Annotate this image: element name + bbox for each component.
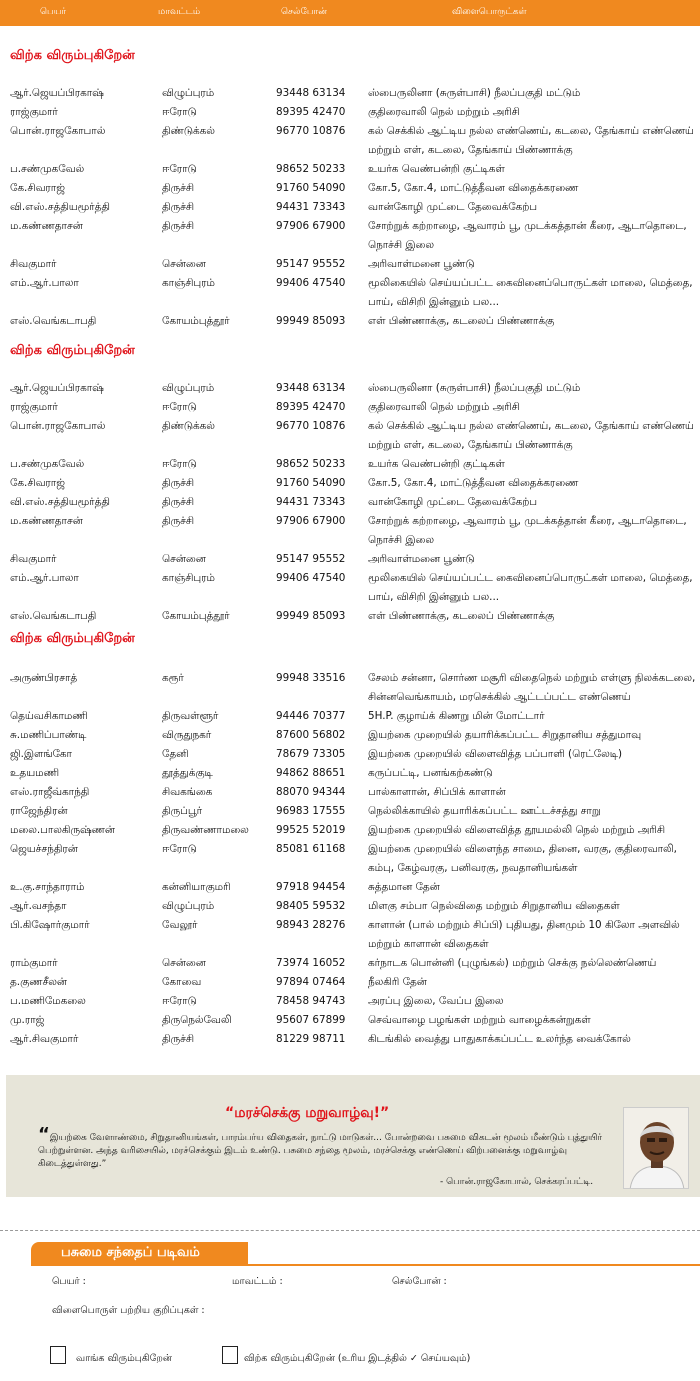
listing-product: வான்கோழி முட்டை தேவைக்கேற்ப bbox=[368, 496, 538, 508]
listing-district: கோயம்புத்தூர் bbox=[162, 315, 230, 327]
list-item bbox=[0, 312, 700, 331]
list-item bbox=[0, 493, 700, 512]
listing-phone: 94862 88651 bbox=[276, 767, 346, 779]
listing-name: ராம்குமார் bbox=[10, 957, 58, 969]
list-item bbox=[0, 669, 700, 707]
listing-phone: 78458 94743 bbox=[276, 995, 346, 1007]
list-item bbox=[0, 916, 700, 954]
listing-phone: 99949 85093 bbox=[276, 315, 346, 327]
listing-name: ராஜ்குமார் bbox=[10, 401, 58, 413]
sell-checkbox[interactable] bbox=[222, 1346, 238, 1364]
listing-phone: 99406 47540 bbox=[276, 572, 346, 584]
listing-product: பால்காளான், சிப்பிக் காளான் bbox=[368, 786, 506, 798]
list-item bbox=[0, 84, 700, 103]
listing-district: சென்னை bbox=[162, 553, 206, 565]
listing-product: நீலகிரி தேன் bbox=[368, 976, 427, 988]
list-item bbox=[0, 550, 700, 569]
list-item bbox=[0, 255, 700, 274]
quote-author: - பொன்.ராஜகோபால், செக்கரப்பட்டி. bbox=[440, 1177, 594, 1187]
list-item bbox=[0, 897, 700, 916]
list-item bbox=[0, 160, 700, 179]
listing-product: மிளகு சம்பா நெல்விதை மற்றும் சிறுதானிய விதைகள் bbox=[368, 900, 620, 912]
listing-district: திருவள்ளூர் bbox=[162, 710, 219, 722]
listing-phone: 95147 95552 bbox=[276, 553, 346, 565]
list-item bbox=[0, 783, 700, 802]
list-item bbox=[0, 707, 700, 726]
form-name-label: பெயர் : bbox=[52, 1276, 86, 1287]
form-phone-label: செல்போன் : bbox=[392, 1276, 447, 1287]
listing-district: விழுப்புரம் bbox=[162, 87, 215, 99]
listing-phone: 89395 42470 bbox=[276, 106, 346, 118]
listing-phone: 85081 61168 bbox=[276, 843, 346, 855]
listing-phone: 97918 94454 bbox=[276, 881, 346, 893]
header-phone: செல்போன் bbox=[281, 7, 327, 17]
list-item bbox=[0, 103, 700, 122]
buy-label: வாங்க விரும்புகிறேன் bbox=[76, 1353, 173, 1364]
list-item bbox=[0, 417, 700, 455]
listing-phone: 99406 47540 bbox=[276, 277, 346, 289]
listing-district: விழுப்புரம் bbox=[162, 900, 215, 912]
listing-name: ம.கண்ணதாசன் bbox=[10, 220, 83, 232]
listing-district: கோயம்புத்தூர் bbox=[162, 610, 230, 622]
listing-district: திருப்பூர் bbox=[162, 805, 203, 817]
listing-phone: 97894 07464 bbox=[276, 976, 346, 988]
listing-district: சிவகங்கை bbox=[162, 786, 213, 798]
listing-district: திருச்சி bbox=[162, 477, 195, 489]
listing-name: த.குணசீலன் bbox=[10, 976, 67, 988]
listing-product: அரப்பு இலை, வேப்ப இலை bbox=[368, 995, 504, 1007]
listing-name: எம்.ஆர்.பாலா bbox=[10, 277, 79, 289]
listing-name: சு.மணிப்பாண்டி bbox=[10, 729, 87, 741]
listing-product: காளான் (பால் மற்றும் சிப்பி) புதியது, தினமும் 10 கிலோ அளவில் மற்றும் காளான் விதைகள் bbox=[368, 919, 680, 950]
header-district: மாவட்டம் bbox=[158, 7, 201, 17]
listing-product: மூலிகையில் செய்யப்பட்ட கைவினைப்பொருட்கள் மாலை, மெத்தை, பாய், விசிறி இன்னும் பல... bbox=[368, 277, 693, 308]
listing-product: வான்கோழி முட்டை தேவைக்கேற்ப bbox=[368, 201, 538, 213]
listing-name: எம்.ஆர்.பாலா bbox=[10, 572, 79, 584]
listing-district: கரூர் bbox=[162, 672, 184, 684]
listing-phone: 91760 54090 bbox=[276, 182, 346, 194]
listing-district: ஈரோடு bbox=[162, 458, 197, 470]
listing-district: திருச்சி bbox=[162, 515, 195, 527]
list-item bbox=[0, 878, 700, 897]
quote-title: “மரச்செக்கு மறுவாழ்வு!” bbox=[225, 1105, 390, 1121]
listing-phone: 99525 52019 bbox=[276, 824, 346, 836]
listing-name: ப.சண்முகவேல் bbox=[10, 163, 85, 175]
listing-phone: 97906 67900 bbox=[276, 515, 346, 527]
listing-district: திருச்சி bbox=[162, 182, 195, 194]
listing-name: உ.கு.சாந்தாராம் bbox=[10, 881, 85, 893]
section-title-3: விற்க விரும்புகிறேன் bbox=[10, 631, 135, 646]
listing-product: அரிவாள்மனை பூண்டு bbox=[368, 553, 475, 565]
listing-product: கல் செக்கில் ஆட்டிய நல்ல எண்ணெய், கடலை, தேங்காய் எண்ணெய் மற்றும் எள், கடலை, தேங்காய் பிண்ணாக்கு bbox=[368, 420, 694, 451]
listing-phone: 81229 98711 bbox=[276, 1033, 346, 1045]
author-portrait-icon bbox=[624, 1108, 689, 1189]
listing-district: திண்டுக்கல் bbox=[162, 125, 215, 137]
listing-name: ப.சண்முகவேல் bbox=[10, 458, 85, 470]
author-photo bbox=[623, 1107, 689, 1189]
listing-district: சென்னை bbox=[162, 258, 206, 270]
listing-phone: 98405 59532 bbox=[276, 900, 346, 912]
listing-product: சுத்தமான தேன் bbox=[368, 881, 440, 893]
list-item bbox=[0, 569, 700, 607]
listing-section-3 bbox=[0, 669, 700, 1049]
listing-district: தேனி bbox=[162, 748, 189, 760]
listing-name: மலை.பாலகிருஷ்ணன் bbox=[10, 824, 115, 836]
listing-name: பொன்.ராஜகோபால் bbox=[10, 420, 106, 432]
listing-name: எஸ்.வெங்கடாபதி bbox=[10, 315, 97, 327]
listing-district: ஈரோடு bbox=[162, 995, 197, 1007]
listing-product: உயர்க வெண்பன்றி குட்டிகள் bbox=[368, 458, 505, 470]
listing-district: ஈரோடு bbox=[162, 163, 197, 175]
listing-name: ஆர்.வசந்தா bbox=[10, 900, 67, 912]
quote-text bbox=[38, 1124, 606, 1171]
listing-name: ராஜேந்திரன் bbox=[10, 805, 68, 817]
listing-product: இயற்கை முறையில் விளைவித்த பப்பாளி (ரெட்லேடி) bbox=[368, 748, 623, 760]
listing-product: 5H.P. குழாய்க் கிணறு மின் மோட்டார் bbox=[368, 710, 545, 722]
listing-district: திருச்சி bbox=[162, 220, 195, 232]
listing-name: ஆர்.சிவகுமார் bbox=[10, 1033, 79, 1045]
list-item bbox=[0, 840, 700, 878]
listing-district: திருச்சி bbox=[162, 1033, 195, 1045]
listing-product: எள் பிண்ணாக்கு, கடலைப் பிண்ணாக்கு bbox=[368, 315, 555, 327]
listing-name: அருண்பிரசாத் bbox=[10, 672, 78, 684]
listing-phone: 99949 85093 bbox=[276, 610, 346, 622]
listing-district: காஞ்சிபுரம் bbox=[162, 277, 215, 289]
listing-phone: 89395 42470 bbox=[276, 401, 346, 413]
listing-section-2 bbox=[0, 379, 700, 626]
listing-district: திண்டுக்கல் bbox=[162, 420, 215, 432]
listing-phone: 94431 73343 bbox=[276, 496, 346, 508]
quote-open-mark: “ bbox=[38, 1124, 50, 1145]
listing-phone: 96770 10876 bbox=[276, 420, 346, 432]
listing-product: அரிவாள்மனை பூண்டு bbox=[368, 258, 475, 270]
form-title: பசுமை சந்தைப் படிவம் bbox=[61, 1245, 200, 1260]
list-item bbox=[0, 217, 700, 255]
listing-district: காஞ்சிபுரம் bbox=[162, 572, 215, 584]
listing-product: செவ்வாழை பழங்கள் மற்றும் வாழைக்கன்றுகள் bbox=[368, 1014, 591, 1026]
listing-product: கர்நாடக பொன்னி (புழுங்கல்) மற்றும் செக்கு நல்லெண்ணெய் bbox=[368, 957, 657, 969]
list-item bbox=[0, 745, 700, 764]
listing-product: எள் பிண்ணாக்கு, கடலைப் பிண்ணாக்கு bbox=[368, 610, 555, 622]
listing-name: ஜி.இளங்கோ bbox=[10, 748, 72, 760]
section-title-1: விற்க விரும்புகிறேன் bbox=[10, 48, 135, 63]
listing-name: ராஜ்குமார் bbox=[10, 106, 58, 118]
listing-name: ப.மணிமேகலை bbox=[10, 995, 86, 1007]
listing-name: சிவகுமார் bbox=[10, 553, 57, 565]
listing-district: ஈரோடு bbox=[162, 106, 197, 118]
listing-phone: 94446 70377 bbox=[276, 710, 346, 722]
list-item bbox=[0, 821, 700, 840]
section-title-2: விற்க விரும்புகிறேன் bbox=[10, 343, 135, 358]
listing-section-1 bbox=[0, 84, 700, 331]
listing-phone: 93448 63134 bbox=[276, 382, 346, 394]
listing-name: மு.ராஜ் bbox=[10, 1014, 45, 1026]
listing-phone: 93448 63134 bbox=[276, 87, 346, 99]
list-item bbox=[0, 764, 700, 783]
list-item bbox=[0, 122, 700, 160]
listing-phone: 98652 50233 bbox=[276, 163, 346, 175]
list-item bbox=[0, 1011, 700, 1030]
listing-phone: 87600 56802 bbox=[276, 729, 346, 741]
listing-phone: 95607 67899 bbox=[276, 1014, 346, 1026]
listing-product: கிடங்கில் வைத்து பாதுகாக்கப்பட்ட உலர்ந்த வைக்கோல் bbox=[368, 1033, 631, 1045]
listing-district: விழுப்புரம் bbox=[162, 382, 215, 394]
listing-product: ஸ்பைருலினா (சுருள்பாசி) நீலப்பகுதி மட்டும் bbox=[368, 382, 581, 394]
buy-checkbox[interactable] bbox=[50, 1346, 66, 1364]
listing-product: சோற்றுக் கற்றாழை, ஆவாரம் பூ, முடக்கத்தான் கீரை, ஆடாதொடை, நொச்சி இலை bbox=[368, 220, 687, 251]
listing-phone: 91760 54090 bbox=[276, 477, 346, 489]
form-notes-label: விளைபொருள் பற்றிய குறிப்புகள் : bbox=[52, 1305, 205, 1316]
listing-product: இயற்கை முறையில் தயாரிக்கப்பட்ட சிறுதானிய சத்துமாவு bbox=[368, 729, 642, 741]
listing-district: ஈரோடு bbox=[162, 401, 197, 413]
listing-product: ஸ்பைருலினா (சுருள்பாசி) நீலப்பகுதி மட்டும் bbox=[368, 87, 581, 99]
listing-product: குதிரைவாலி நெல் மற்றும் அரிசி bbox=[368, 401, 520, 413]
listing-name: கே.சிவராஜ் bbox=[10, 182, 65, 194]
header-name: பெயர் bbox=[40, 7, 67, 17]
listing-phone: 96983 17555 bbox=[276, 805, 346, 817]
listing-phone: 73974 16052 bbox=[276, 957, 346, 969]
listing-product: இயற்கை முறையில் விளைவித்த தூயமல்லி நெல் மற்றும் அரிசி bbox=[368, 824, 665, 836]
list-item bbox=[0, 512, 700, 550]
list-item bbox=[0, 802, 700, 821]
listing-district: விருதுநகர் bbox=[162, 729, 212, 741]
list-item bbox=[0, 474, 700, 493]
sell-label: விற்க விரும்புகிறேன் (உரிய இடத்தில் ✓ செய்யவும்) bbox=[244, 1353, 471, 1364]
quote-close-mark: ” bbox=[101, 1159, 107, 1169]
listing-phone: 96770 10876 bbox=[276, 125, 346, 137]
listing-phone: 99948 33516 bbox=[276, 672, 346, 684]
listing-name: தெய்வசிகாமணி bbox=[10, 710, 88, 722]
listing-name: ஆர்.ஜெயப்பிரகாஷ் bbox=[10, 382, 104, 394]
listing-district: திருச்சி bbox=[162, 496, 195, 508]
listing-name: சிவகுமார் bbox=[10, 258, 57, 270]
listing-name: எஸ்.ராஜீவ்காந்தி bbox=[10, 786, 90, 798]
header-product: விளைபொருட்கள் bbox=[452, 7, 527, 17]
form-divider bbox=[31, 1264, 700, 1266]
listing-product: கோ.5, கோ.4, மாட்டுத்தீவன விதைக்கரணை bbox=[368, 477, 579, 489]
listing-phone: 94431 73343 bbox=[276, 201, 346, 213]
listing-district: திருச்சி bbox=[162, 201, 195, 213]
listing-name: கே.சிவராஜ் bbox=[10, 477, 65, 489]
listing-district: ஈரோடு bbox=[162, 843, 197, 855]
form-district-label: மாவட்டம் : bbox=[232, 1276, 283, 1287]
form-title-tab bbox=[31, 1242, 248, 1264]
listing-product: கல் செக்கில் ஆட்டிய நல்ல எண்ணெய், கடலை, தேங்காய் எண்ணெய் மற்றும் எள், கடலை, தேங்காய் பிண்ணாக்கு bbox=[368, 125, 694, 156]
listing-phone: 88070 94344 bbox=[276, 786, 346, 798]
listing-phone: 98652 50233 bbox=[276, 458, 346, 470]
list-item bbox=[0, 954, 700, 973]
list-item bbox=[0, 179, 700, 198]
listing-district: சென்னை bbox=[162, 957, 206, 969]
listing-district: கோவை bbox=[162, 976, 202, 988]
listing-product: நெல்லிக்காயில் தயாரிக்கப்பட்ட ஊட்டச்சத்து சாறு bbox=[368, 805, 601, 817]
listing-name: வி.எஸ்.சத்தியமூர்த்தி bbox=[10, 496, 110, 508]
listing-name: பி.கிஷோர்குமார் bbox=[10, 919, 90, 931]
list-item bbox=[0, 607, 700, 626]
listing-phone: 97906 67900 bbox=[276, 220, 346, 232]
listing-product: குதிரைவாலி நெல் மற்றும் அரிசி bbox=[368, 106, 520, 118]
listing-product: இயற்கை முறையில் விளைந்த சாமை, தினை, வரகு, குதிரைவாலி, கம்பு, கேழ்வரகு, பனிவரகு, நவதானியங்கள் bbox=[368, 843, 677, 874]
listing-product: மூலிகையில் செய்யப்பட்ட கைவினைப்பொருட்கள் மாலை, மெத்தை, பாய், விசிறி இன்னும் பல... bbox=[368, 572, 693, 603]
list-item bbox=[0, 379, 700, 398]
listing-name: ம.கண்ணதாசன் bbox=[10, 515, 83, 527]
list-item bbox=[0, 726, 700, 745]
listing-phone: 78679 73305 bbox=[276, 748, 346, 760]
listing-district: திருநெல்வேலி bbox=[162, 1014, 232, 1026]
listing-district: கன்னியாகுமரி bbox=[162, 881, 231, 893]
list-item bbox=[0, 455, 700, 474]
listing-district: திருவண்ணாமலை bbox=[162, 824, 249, 836]
list-item bbox=[0, 1030, 700, 1049]
listing-name: ஜெயச்சந்திரன் bbox=[10, 843, 78, 855]
listing-product: உயர்க வெண்பன்றி குட்டிகள் bbox=[368, 163, 505, 175]
listing-name: பொன்.ராஜகோபால் bbox=[10, 125, 106, 137]
list-item bbox=[0, 973, 700, 992]
listing-product: கோ.5, கோ.4, மாட்டுத்தீவன விதைக்கரணை bbox=[368, 182, 579, 194]
list-item bbox=[0, 198, 700, 217]
list-item bbox=[0, 992, 700, 1011]
listing-name: ஆர்.ஜெயப்பிரகாஷ் bbox=[10, 87, 104, 99]
listing-name: வி.எஸ்.சத்தியமூர்த்தி bbox=[10, 201, 110, 213]
listing-phone: 95147 95552 bbox=[276, 258, 346, 270]
dashed-divider bbox=[0, 1230, 700, 1231]
listing-district: வேலூர் bbox=[162, 919, 198, 931]
table-header bbox=[0, 0, 700, 26]
list-item bbox=[0, 274, 700, 312]
listing-name: உதயமணி bbox=[10, 767, 59, 779]
listing-district: தூத்துக்குடி bbox=[162, 767, 213, 779]
listing-product: கருப்பட்டி, பனங்கற்கண்டு bbox=[368, 767, 493, 779]
listing-name: எஸ்.வெங்கடாபதி bbox=[10, 610, 97, 622]
quote-body: இயற்கை வேளாண்மை, சிறுதானியங்கள், பாரம்பர்ய விதைகள், நாட்டு மாடுகள்... போன்றவை பசுமை விகடன் மூலம் மீண்டும் புத்துயிர் பெற்றுள்ளன. அந்த வரிசையில், மரச்செக்கும் இடம் உண்டு. பசுமை சந்தை மூலம், மரச்செக்கு எண்ணெய் விற்பனைக்கு மறுவாழ்வு கிடைத்துள்ளது. bbox=[38, 1133, 603, 1169]
list-item bbox=[0, 398, 700, 417]
listing-product: சோற்றுக் கற்றாழை, ஆவாரம் பூ, முடக்கத்தான் கீரை, ஆடாதொடை, நொச்சி இலை bbox=[368, 515, 687, 546]
listing-phone: 98943 28276 bbox=[276, 919, 346, 931]
listing-product: சேலம் சன்னா, சொர்ண மசூரி விதைநெல் மற்றும் எள்ளு நிலக்கடலை, சின்னவெங்காயம், மரசெக்கில் ஆட்டப்பட்ட எண்ணெய் bbox=[368, 672, 696, 703]
